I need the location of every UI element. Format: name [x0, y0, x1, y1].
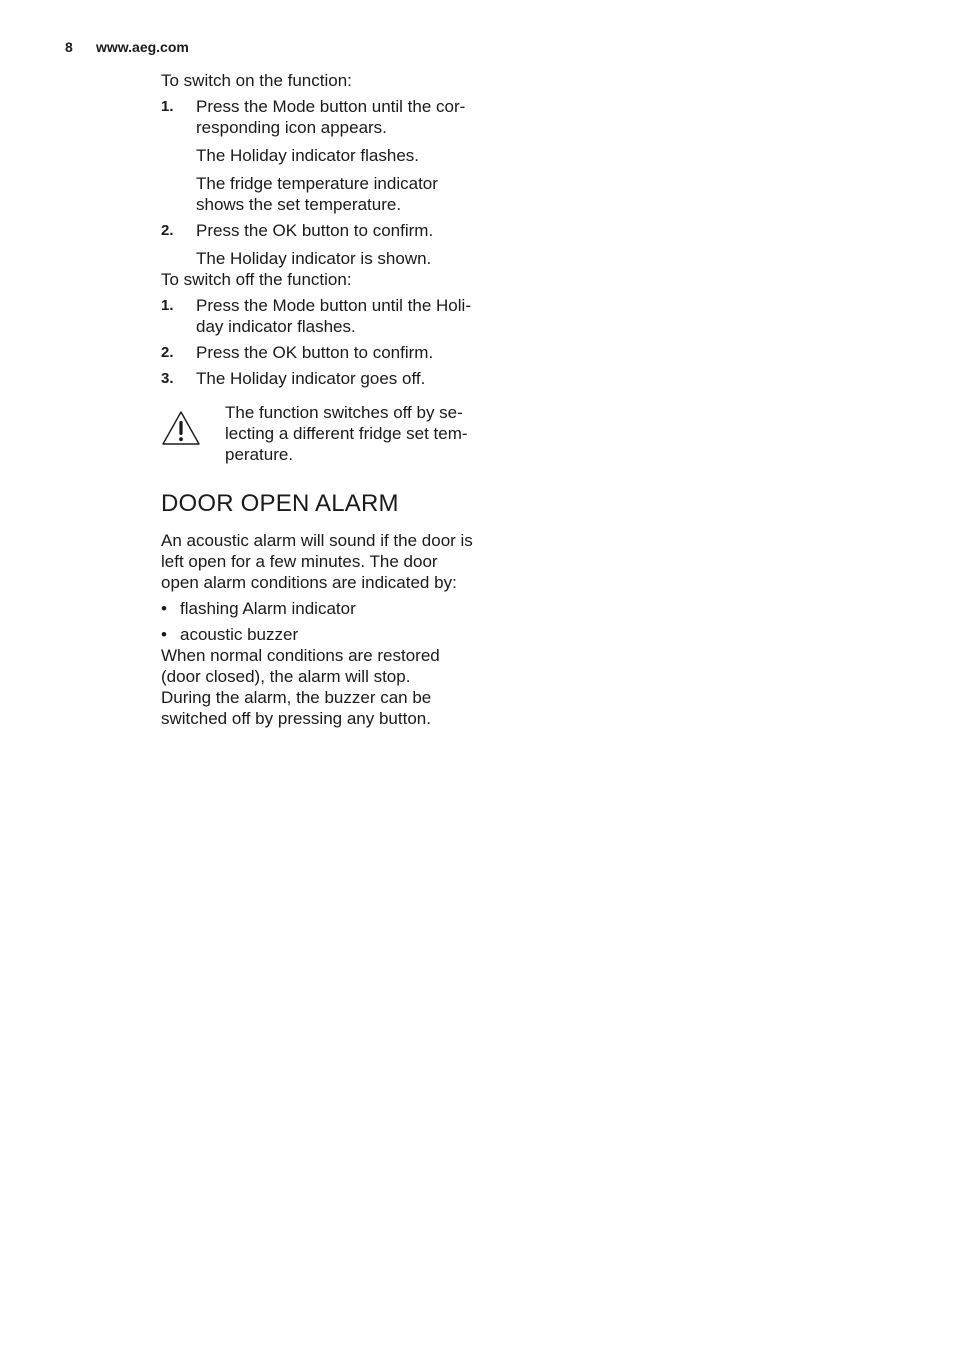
switch-on-step-2: [161, 220, 511, 241]
intro-line: open alarm conditions are indicated by:: [161, 573, 457, 592]
step-text-line: responding icon appears.: [196, 118, 387, 137]
intro-line: An acoustic alarm will sound if the door is: [161, 531, 473, 550]
site-url: www.aeg.com: [96, 39, 189, 55]
door-alarm-outro: [161, 645, 511, 729]
switch-off-intro: To switch off the function:: [161, 270, 352, 289]
note-line: The fridge temperature indicator: [196, 174, 438, 193]
warning-text-line: The function switches off by se-: [225, 403, 463, 422]
step-number: 2.: [161, 222, 174, 239]
warning-note: [161, 402, 511, 465]
page-header: [65, 38, 189, 56]
outro-line: switched off by pressing any button.: [161, 709, 431, 728]
switch-on-note-1: The Holiday indicator flashes.: [196, 146, 420, 165]
switch-off-step-2: [161, 342, 511, 363]
note-line: shows the set temperature.: [196, 195, 402, 214]
outro-line: During the alarm, the buzzer can be: [161, 688, 432, 707]
warning-text-line: perature.: [225, 445, 294, 464]
outro-line: When normal conditions are restored: [161, 646, 440, 665]
page-content: [161, 70, 511, 729]
step-text: Press the OK button to confirm.: [196, 343, 434, 362]
bullet-symbol: •: [161, 599, 167, 618]
step-number: 1.: [161, 297, 174, 314]
intro-line: left open for a few minutes. The door: [161, 552, 438, 571]
step-text-line: Press the Mode button until the Holi-: [196, 296, 471, 315]
step-text-line: Press the Mode button until the cor-: [196, 97, 466, 116]
warning-triangle-icon: [161, 402, 225, 465]
switch-on-note-3: The Holiday indicator is shown.: [196, 249, 432, 268]
step-number: 2.: [161, 344, 174, 361]
section-title: DOOR OPEN ALARM: [161, 490, 399, 517]
switch-off-step-1: [161, 295, 511, 337]
step-text: [196, 96, 511, 138]
step-number: 1.: [161, 98, 174, 115]
step-text: The Holiday indicator goes off.: [196, 369, 426, 388]
door-alarm-intro: [161, 530, 511, 593]
step-number: 3.: [161, 370, 174, 387]
step-text-line: day indicator flashes.: [196, 317, 356, 336]
bullet-text: acoustic buzzer: [180, 625, 299, 644]
outro-line: (door closed), the alarm will stop.: [161, 667, 411, 686]
step-text: Press the OK button to confirm.: [196, 221, 434, 240]
switch-on-intro: To switch on the function:: [161, 71, 352, 90]
switch-on-step-1: [161, 96, 511, 138]
warning-text: [225, 402, 511, 465]
step-text: [196, 295, 511, 337]
bullet-symbol: •: [161, 625, 167, 644]
bullet-text: flashing Alarm indicator: [180, 599, 356, 618]
bullet-item-flashing-alarm: [161, 598, 511, 619]
switch-off-step-3: [161, 368, 511, 389]
bullet-item-acoustic-buzzer: [161, 624, 511, 645]
warning-text-line: lecting a different fridge set tem-: [225, 424, 468, 443]
switch-on-note-2: [196, 173, 511, 215]
page-number: 8: [65, 39, 73, 55]
